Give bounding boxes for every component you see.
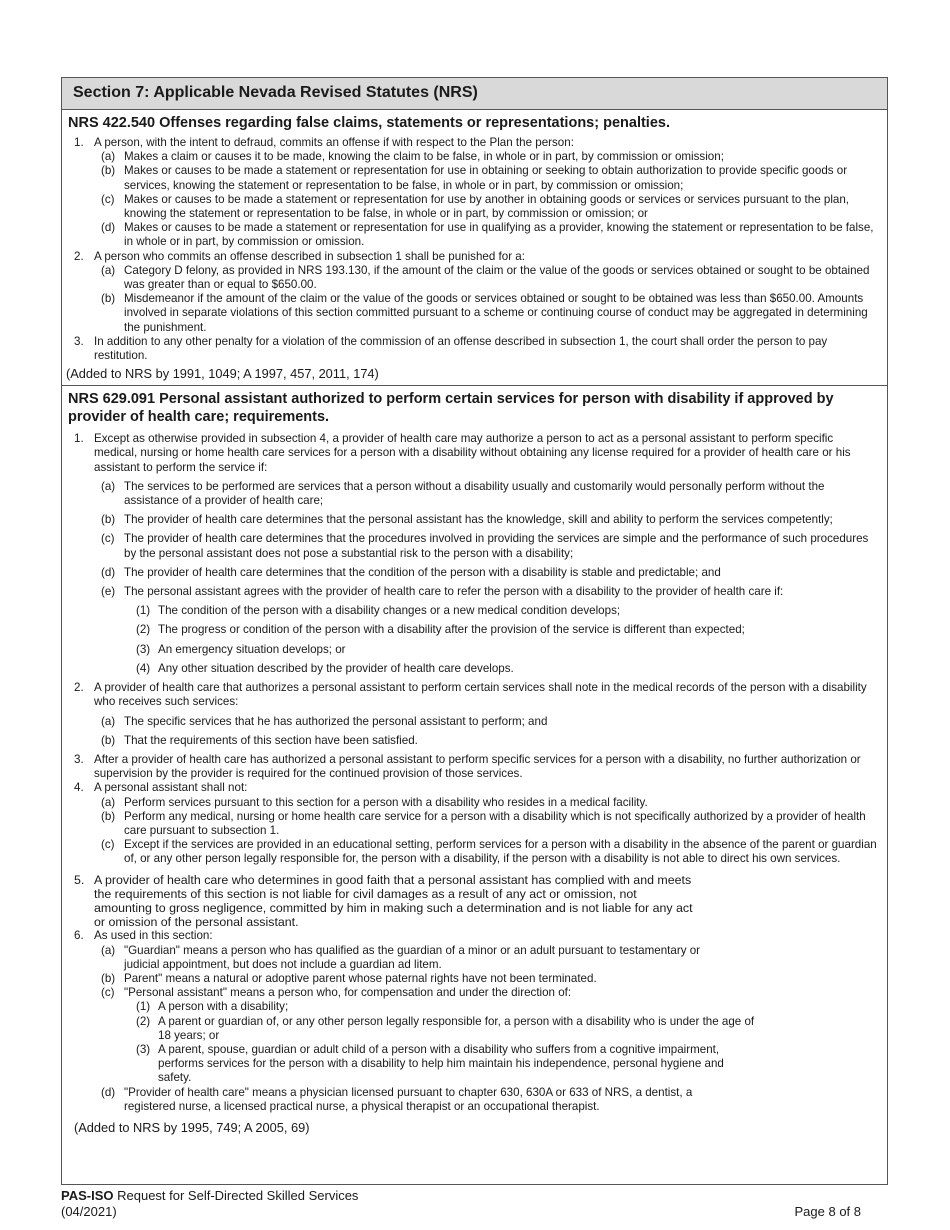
statute-629-091 bbox=[62, 390, 887, 1135]
list-item: 2. A provider of health care that authorizes a personal assistant to perform certain services shall note in the medical records of the person with a disability who receives such services: bbox=[74, 681, 867, 709]
page-number: Page 8 of 8 bbox=[794, 1204, 861, 1219]
list-item: (a) "Guardian" means a person who has qualified as the guardian of a minor or an adult pursuant to testamentary or judicial appointment, but does not include a guardian ad litem. bbox=[101, 943, 701, 971]
statute-422-540 bbox=[62, 114, 887, 381]
list-item: (3) A parent, spouse, guardian or adult child of a person with a disability who suffers from a cognitive impairment, performs services for the person with a disability to help him maintain his independence, personal hygiene and safety. bbox=[136, 1042, 724, 1085]
list-item: (3) An emergency situation develops; or bbox=[136, 642, 346, 656]
section-divider bbox=[62, 385, 887, 386]
list-item: 3. In addition to any other penalty for a violation of the commission of an offense described in subsection 1, the court shall order the person to pay restitution. bbox=[74, 334, 828, 363]
list-item: (b) The provider of health care determines that the personal assistant has the knowledge, skill and ability to perform the services competently; bbox=[101, 513, 833, 527]
list-item: (a) Makes a claim or causes it to be made, knowing the claim to be false, in whole or in part, by commission or omission; bbox=[101, 150, 724, 164]
list-item: 5. A provider of health care who determines in good faith that a personal assistant has complied with and meets the requirements of this section is not liable for civil damages as a result of any act or omission, not amounting to gross negligence, committed by him in making such a determination and is not liable for any act or omission of the personal assistant. bbox=[74, 872, 693, 930]
history-note: (Added to NRS by 1991, 1049; A 1997, 457, 2011, 174) bbox=[66, 366, 379, 382]
list-item: 2. A person who commits an offense described in subsection 1 shall be punished for a: bbox=[74, 249, 525, 263]
list-item: (a) Category D felony, as provided in NRS 193.130, if the amount of the claim or the value of the goods or services obtained or sought to be obtained was greater than or equal to $650.00. bbox=[101, 263, 870, 292]
form-date: (04/2021) bbox=[61, 1204, 117, 1219]
list-item: 3. After a provider of health care has authorized a personal assistant to perform specific services for a person with a disability, no further authorization or supervision by the provider is required for the continued provision of those services. bbox=[74, 752, 861, 781]
list-item: (b) Parent" means a natural or adoptive parent whose paternal rights have not been terminated. bbox=[101, 971, 597, 985]
list-item: (c) Makes or causes to be made a statement or representation for use by another in obtaining goods or services or services pursuant to the plan, knowing the statement or representation to be false, in whole or in part, by commission or omission; or bbox=[101, 192, 850, 221]
list-item: (a) The services to be performed are services that a person without a disability usually and customarily would personally perform without the assistance of a provider of health care; bbox=[101, 479, 825, 508]
statute-title: NRS 422.540 Offenses regarding false claims, statements or representations; penalties. bbox=[68, 115, 670, 131]
list-item: (b) Perform any medical, nursing or home health care service for a person with a disability which is not specifically authorized by a provider of health care pursuant to subsection 1. bbox=[101, 809, 866, 837]
list-item: (1) A person with a disability; bbox=[136, 1000, 289, 1014]
list-item: (d) Makes or causes to be made a statement or representation for use in qualifying as a provider, knowing the statement or representation to be false, in whole or in part, by commission or omission. bbox=[101, 221, 874, 249]
list-item: (c) Except if the services are provided in an educational setting, perform services for a person with a disability in the absence of the parent or guardian of, or any other person legally responsible for, the person with a disability, if the person with a disability is not able to direct his own services. bbox=[101, 838, 877, 866]
list-item: (c) The provider of health care determines that the procedures involved in providing the services are simple and the performance of such procedures by the personal assistant does not pose a substantial risk to the person with a disability; bbox=[101, 532, 869, 560]
list-item: 1. A person, with the intent to defraud, commits an offense if with respect to the Plan the person: bbox=[74, 136, 574, 149]
list-item: (2) A parent or guardian of, or any other person legally responsible for, a person with a disability who is under the age of 18 years; or bbox=[136, 1014, 755, 1042]
document-frame bbox=[61, 77, 888, 1185]
list-item: (2) The progress or condition of the person with a disability after the provision of the service is different than expected; bbox=[136, 623, 745, 637]
statute-items bbox=[66, 432, 887, 1114]
list-item: (b) That the requirements of this section have been satisfied. bbox=[101, 733, 418, 747]
history-note: (Added to NRS by 1995, 749; A 2005, 69) bbox=[74, 1119, 310, 1135]
list-item: (1) The condition of the person with a disability changes or a new medical condition develops; bbox=[136, 604, 621, 618]
form-title: Request for Self-Directed Skilled Services bbox=[113, 1188, 359, 1203]
form-code: PAS-ISO bbox=[61, 1188, 114, 1203]
list-item: (d) "Provider of health care" means a physician licensed pursuant to chapter 630, 630A or 633 of NRS, a dentist, a registered nurse, a licensed practical nurse, a physical therapist or an occupational therapist. bbox=[101, 1085, 693, 1113]
list-item: (e) The personal assistant agrees with the provider of health care to refer the person with a disability to the provider of health care if: bbox=[101, 585, 784, 599]
list-item: 4. A personal assistant shall not: bbox=[74, 781, 248, 795]
list-item: (b) Makes or causes to be made a statement or representation for use in obtaining or seeking to obtain authorization to provide specific goods or services, knowing the statement or representation to be false, in whole or in part, by commission or omission; bbox=[101, 164, 848, 192]
list-item: (4) Any other situation described by the provider of health care develops. bbox=[136, 661, 514, 675]
section-header: Section 7: Applicable Nevada Revised Statutes (NRS) bbox=[62, 78, 887, 110]
list-item: (b) Misdemeanor if the amount of the claim or the value of the goods or services obtained or sought to be obtained was less than $650.00. Amounts involved in separate violations of this section committed pursuant to a scheme or continuing course of conduct may be aggregated in determining the punishment. bbox=[101, 292, 868, 334]
statute-title: NRS 629.091 Personal assistant authorized to perform certain services for person with disability if approved by provider of health care; requirements. bbox=[68, 391, 834, 426]
statute-items bbox=[66, 136, 887, 363]
list-item: (c) "Personal assistant" means a person who, for compensation and under the direction of: bbox=[101, 986, 572, 1000]
list-item: 1. Except as otherwise provided in subsection 4, a provider of health care may authorize a person to act as a personal assistant to perform specific medical, nursing or home health care services for a person with a disability without obtaining any license required for a provider of health care or his assistant to perform the service if: bbox=[74, 432, 851, 474]
list-item: (a) Perform services pursuant to this section for a person with a disability who resides in a medical facility. bbox=[101, 795, 648, 809]
list-item: (d) The provider of health care determines that the condition of the person with a disability is stable and predictable; and bbox=[101, 565, 721, 579]
list-item: (a) The specific services that he has authorized the personal assistant to perform; and bbox=[101, 714, 548, 728]
list-item: 6. As used in this section: bbox=[74, 929, 213, 943]
page-footer bbox=[61, 1188, 861, 1220]
